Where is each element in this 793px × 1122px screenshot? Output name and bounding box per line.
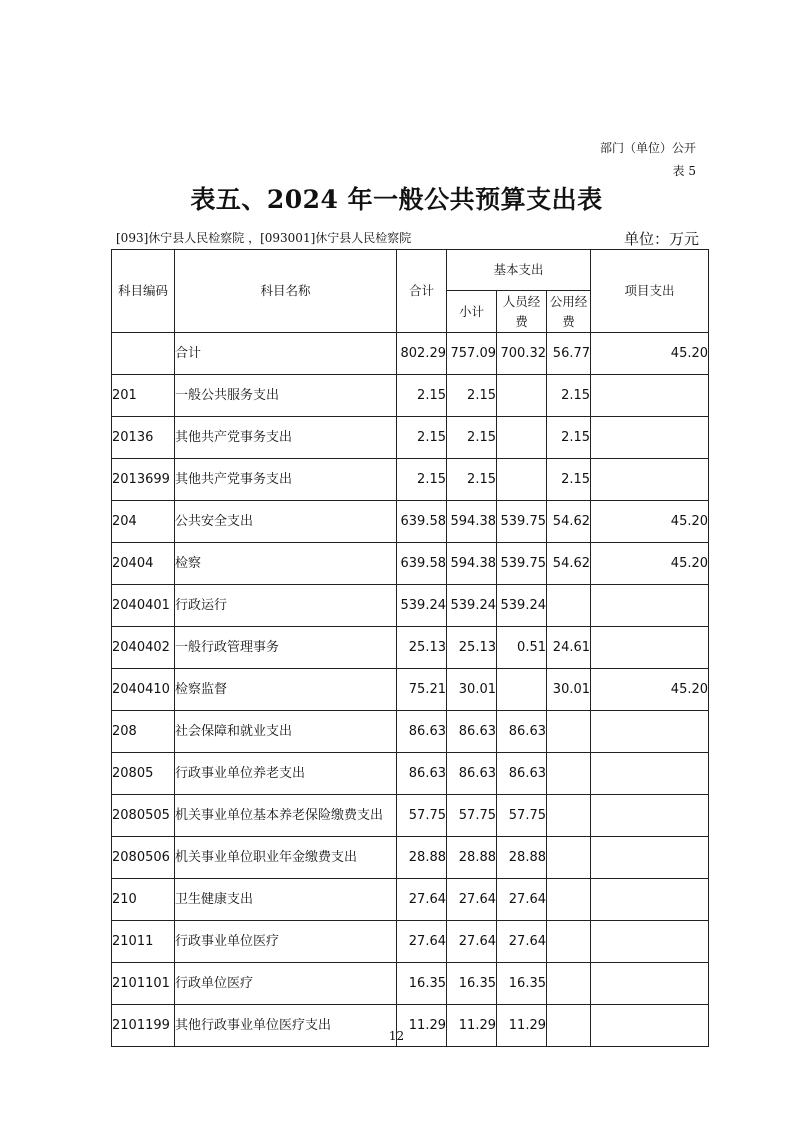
- table-cell-project: [591, 627, 709, 669]
- table-cell-code: 201: [112, 375, 175, 417]
- table-cell-name: 检察监督: [175, 669, 397, 711]
- table-cell-personnel: 28.88: [497, 837, 547, 879]
- table-cell-personnel: 700.32: [497, 333, 547, 375]
- table-cell-code: 2013699: [112, 459, 175, 501]
- table-cell-total: 57.75: [397, 795, 447, 837]
- table-cell-total: 25.13: [397, 627, 447, 669]
- header-name: 科目名称: [175, 250, 397, 333]
- table-cell-name: 机关事业单位基本养老保险缴费支出: [175, 795, 397, 837]
- table-cell-subtotal: 28.88: [447, 837, 497, 879]
- table-cell-name: 社会保障和就业支出: [175, 711, 397, 753]
- table-cell-project: 45.20: [591, 669, 709, 711]
- table-cell-total: 27.64: [397, 921, 447, 963]
- table-cell-personnel: 539.24: [497, 585, 547, 627]
- table-row: [112, 795, 709, 837]
- table-cell-public: [547, 963, 591, 1005]
- page-number: 12: [388, 1029, 405, 1043]
- table-number: 表 5: [672, 164, 696, 178]
- table-cell-total: 86.63: [397, 711, 447, 753]
- table-cell-subtotal: 594.38: [447, 501, 497, 543]
- table-row: [112, 879, 709, 921]
- table-cell-public: 54.62: [547, 543, 591, 585]
- table-cell-code: 2040402: [112, 627, 175, 669]
- table-cell-personnel: 539.75: [497, 543, 547, 585]
- table-cell-personnel: [497, 417, 547, 459]
- table-cell-public: [547, 795, 591, 837]
- table-cell-name: 其他行政事业单位医疗支出: [175, 1005, 397, 1047]
- table-cell-personnel: 57.75: [497, 795, 547, 837]
- header-project: 项目支出: [591, 250, 709, 333]
- table-cell-total: 28.88: [397, 837, 447, 879]
- table-cell-public: 56.77: [547, 333, 591, 375]
- table-cell-subtotal: 30.01: [447, 669, 497, 711]
- table-cell-name: 其他共产党事务支出: [175, 459, 397, 501]
- organization-label: [093]休宁县人民检察院 ，[093001]休宁县人民检察院: [116, 231, 412, 245]
- table-row: [112, 753, 709, 795]
- table-cell-name: 其他共产党事务支出: [175, 417, 397, 459]
- table-cell-personnel: 16.35: [497, 963, 547, 1005]
- table-cell-total: 539.24: [397, 585, 447, 627]
- table-cell-public: 2.15: [547, 459, 591, 501]
- table-cell-code: 2080505: [112, 795, 175, 837]
- table-cell-code: 21011: [112, 921, 175, 963]
- table-cell-personnel: 0.51: [497, 627, 547, 669]
- table-cell-personnel: [497, 375, 547, 417]
- page-title: 表五、2024 年一般公共预算支出表: [190, 185, 603, 214]
- table-cell-project: [591, 459, 709, 501]
- table-cell-name: 公共安全支出: [175, 501, 397, 543]
- table-row: [112, 963, 709, 1005]
- header-code: 科目编码: [112, 250, 175, 333]
- table-cell-public: [547, 921, 591, 963]
- table-row: [112, 921, 709, 963]
- table-cell-public: [547, 837, 591, 879]
- table-cell-total: 11.29: [397, 1005, 447, 1047]
- table-cell-personnel: 86.63: [497, 753, 547, 795]
- table-cell-code: 20805: [112, 753, 175, 795]
- table-cell-public: [547, 753, 591, 795]
- table-cell-project: [591, 711, 709, 753]
- table-cell-subtotal: 2.15: [447, 375, 497, 417]
- table-cell-personnel: 27.64: [497, 921, 547, 963]
- table-cell-public: 54.62: [547, 501, 591, 543]
- table-cell-public: 2.15: [547, 375, 591, 417]
- table-cell-code: 20404: [112, 543, 175, 585]
- table-cell-public: [547, 879, 591, 921]
- table-cell-project: [591, 963, 709, 1005]
- table-row: [112, 543, 709, 585]
- table-cell-subtotal: 27.64: [447, 921, 497, 963]
- table-cell-subtotal: 57.75: [447, 795, 497, 837]
- table-cell-code: 210: [112, 879, 175, 921]
- table-cell-personnel: 11.29: [497, 1005, 547, 1047]
- table-row: [112, 333, 709, 375]
- table-cell-code: 20136: [112, 417, 175, 459]
- table-cell-name: 行政单位医疗: [175, 963, 397, 1005]
- table-cell-subtotal: 25.13: [447, 627, 497, 669]
- table-cell-code: [112, 333, 175, 375]
- unit-label: 单位：万元: [623, 230, 699, 248]
- table-cell-personnel: [497, 669, 547, 711]
- table-cell-subtotal: 86.63: [447, 753, 497, 795]
- table-cell-total: 2.15: [397, 375, 447, 417]
- header-public: 公用经费: [547, 291, 591, 333]
- table-cell-name: 行政事业单位养老支出: [175, 753, 397, 795]
- table-row: [112, 627, 709, 669]
- table-cell-project: [591, 795, 709, 837]
- table-cell-project: [591, 753, 709, 795]
- table-cell-project: 45.20: [591, 333, 709, 375]
- table-cell-code: 2101199: [112, 1005, 175, 1047]
- table-cell-subtotal: 27.64: [447, 879, 497, 921]
- table-row: [112, 417, 709, 459]
- table-cell-name: 合计: [175, 333, 397, 375]
- table-cell-public: 30.01: [547, 669, 591, 711]
- table-cell-project: [591, 921, 709, 963]
- table-cell-personnel: 27.64: [497, 879, 547, 921]
- table-cell-name: 一般行政管理事务: [175, 627, 397, 669]
- table-cell-project: [591, 375, 709, 417]
- table-cell-code: 2040410: [112, 669, 175, 711]
- table-cell-personnel: [497, 459, 547, 501]
- table-cell-total: 27.64: [397, 879, 447, 921]
- table-cell-name: 检察: [175, 543, 397, 585]
- table-cell-total: 639.58: [397, 501, 447, 543]
- table-row: [112, 459, 709, 501]
- table-cell-public: 24.61: [547, 627, 591, 669]
- table-cell-subtotal: 757.09: [447, 333, 497, 375]
- header-personnel: 人员经费: [497, 291, 547, 333]
- table-row: [112, 501, 709, 543]
- disclosure-label: 部门（单位）公开: [599, 141, 696, 155]
- table-row: [112, 375, 709, 417]
- table-cell-total: 639.58: [397, 543, 447, 585]
- table-cell-project: 45.20: [591, 543, 709, 585]
- budget-table: [111, 249, 709, 1047]
- table-cell-code: 2080506: [112, 837, 175, 879]
- header-basic: 基本支出: [447, 250, 591, 291]
- table-cell-code: 208: [112, 711, 175, 753]
- table-cell-code: 204: [112, 501, 175, 543]
- table-row: [112, 711, 709, 753]
- table-cell-personnel: 86.63: [497, 711, 547, 753]
- table-cell-name: 行政事业单位医疗: [175, 921, 397, 963]
- header-subtotal: 小计: [447, 291, 497, 333]
- table-cell-total: 2.15: [397, 459, 447, 501]
- table-cell-personnel: 539.75: [497, 501, 547, 543]
- table-cell-total: 16.35: [397, 963, 447, 1005]
- table-cell-subtotal: 2.15: [447, 417, 497, 459]
- table-cell-code: 2040401: [112, 585, 175, 627]
- table-cell-total: 75.21: [397, 669, 447, 711]
- table-cell-subtotal: 594.38: [447, 543, 497, 585]
- table-cell-subtotal: 11.29: [447, 1005, 497, 1047]
- table-cell-public: [547, 711, 591, 753]
- table-row: [112, 837, 709, 879]
- table-cell-name: 行政运行: [175, 585, 397, 627]
- table-cell-subtotal: 2.15: [447, 459, 497, 501]
- table-cell-public: 2.15: [547, 417, 591, 459]
- table-cell-public: [547, 585, 591, 627]
- table-cell-code: 2101101: [112, 963, 175, 1005]
- table-cell-name: 卫生健康支出: [175, 879, 397, 921]
- table-cell-project: [591, 879, 709, 921]
- table-cell-subtotal: 539.24: [447, 585, 497, 627]
- budget-table-body: [112, 333, 709, 1047]
- table-row: [112, 585, 709, 627]
- table-cell-project: 45.20: [591, 501, 709, 543]
- table-cell-total: 802.29: [397, 333, 447, 375]
- header-total: 合计: [397, 250, 447, 333]
- table-cell-project: [591, 837, 709, 879]
- table-cell-name: 机关事业单位职业年金缴费支出: [175, 837, 397, 879]
- table-cell-subtotal: 86.63: [447, 711, 497, 753]
- table-cell-subtotal: 16.35: [447, 963, 497, 1005]
- table-cell-name: 一般公共服务支出: [175, 375, 397, 417]
- table-row: [112, 669, 709, 711]
- table-cell-total: 2.15: [397, 417, 447, 459]
- table-cell-total: 86.63: [397, 753, 447, 795]
- table-cell-project: [591, 585, 709, 627]
- table-cell-project: [591, 417, 709, 459]
